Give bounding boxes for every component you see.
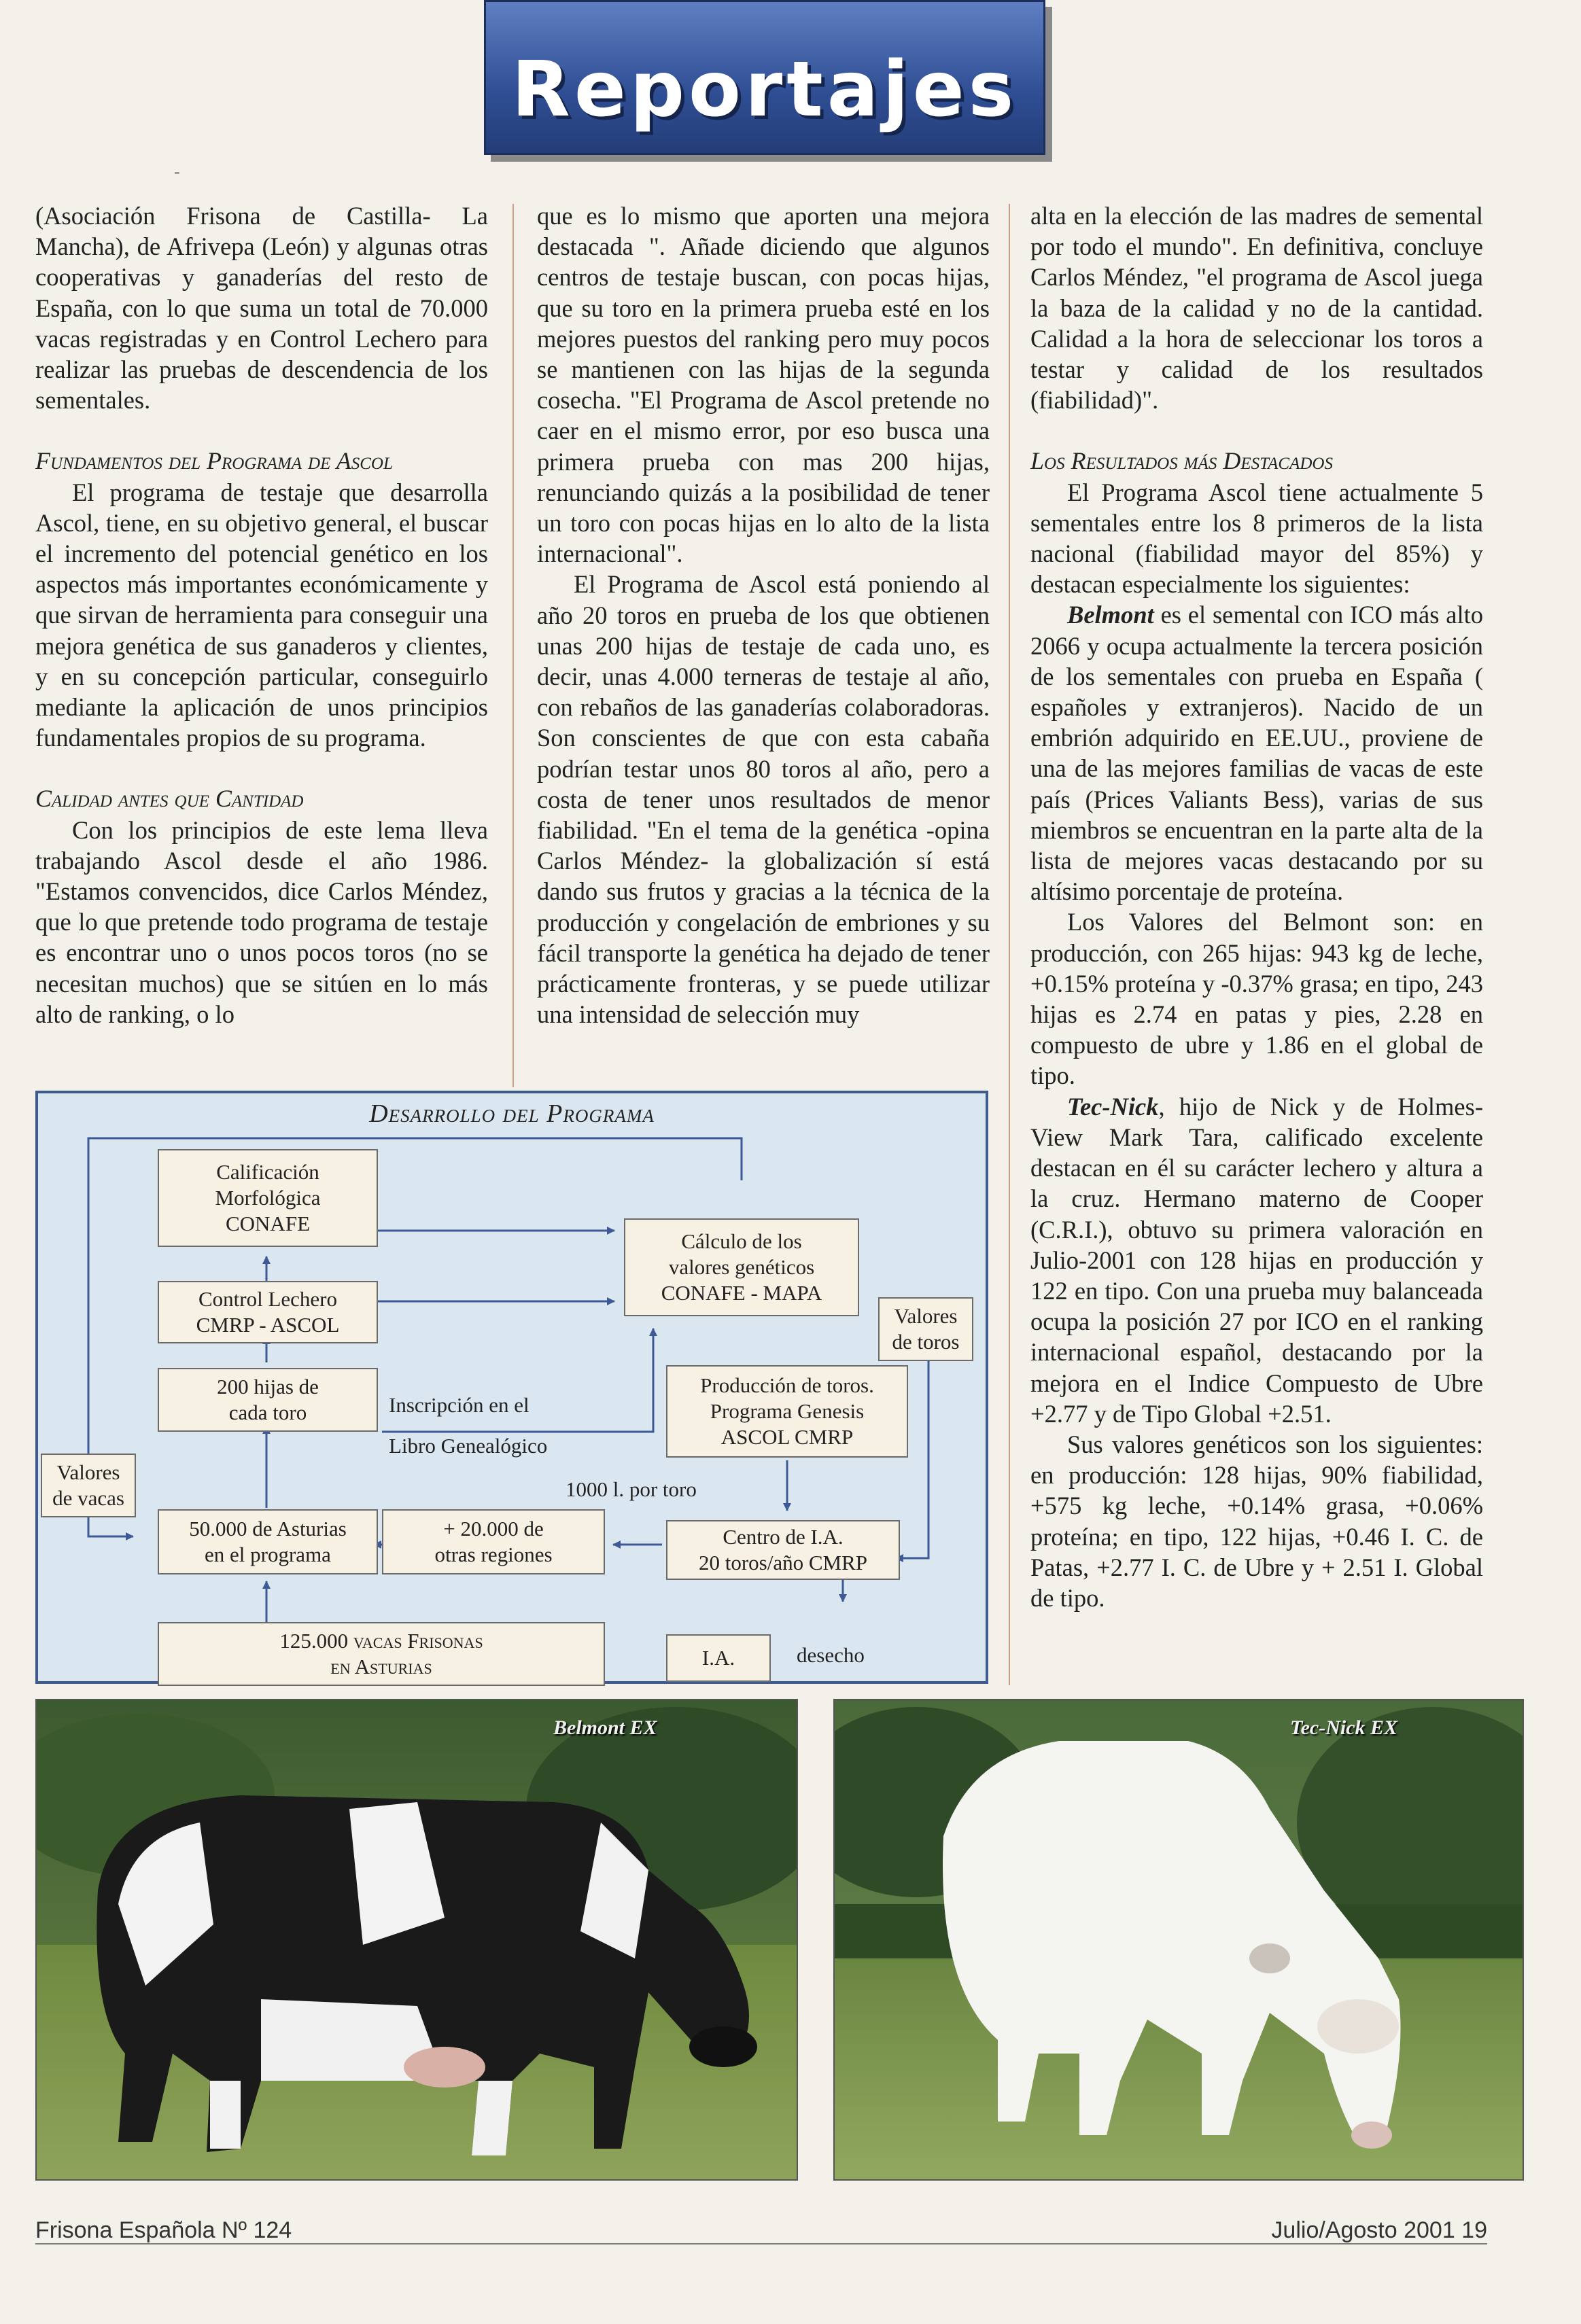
inscripcion-label: Inscripción en el [389, 1393, 529, 1417]
paragraph: El Programa de Ascol está poniendo al año 20 toros en prueba de los que obtienen unas 200 hijas de testaje de cada uno, es decir, unas 4.000 terneras de testaje al año, con rebaños de las ganaderías colaboradoras. Son conscientes de que con esta cabaña podrían testar unos 80 toros al año, pero a costa de tener unos resultados de menor fiabilidad. "En el tema de la genética -opina Carlos Méndez- la globalización sí está dando sus frutos y gracias a la técnica de la producción y congelación de embriones y su fácil transporte la genética ha dejado de tener prácticamente fronteras, y se puede utilizar una intensidad de selección muy [537, 570, 990, 1029]
paragraph: El Programa Ascol tiene actualmente 5 sementales entre los 8 primeros de la lista nacional (fiabilidad mayor del 85%) y destacan especialmente los siguientes: [1030, 478, 1483, 599]
valores-vacas-box [41, 1454, 136, 1517]
box-line: Cálculo de los [681, 1229, 802, 1253]
control-lechero-box [158, 1281, 378, 1343]
section-title: Reportajes [511, 46, 1018, 134]
column-rule [512, 204, 514, 1087]
paragraph [1030, 1091, 1483, 1429]
paragraph: que es lo mismo que aporten una mejora destacada ". Añade diciendo que algunos centros de testaje buscan, con pocas hijas, que su toro en la primera prueba esté en los mejores puestos del ranking pero muy pocos se mantienen con las hijas de la segunda cosecha. "El Programa de Ascol pretende no caer en el mismo error, por eso busca una primera prueba con mas 200 hijas, renunciando quizás a la posibilidad de tener un toro con pocas hijas en lo alto de la lista internacional". [537, 202, 990, 568]
photo-belmont [35, 1699, 798, 2181]
box-line: de toros [892, 1330, 960, 1354]
box-line: Calificación [216, 1160, 319, 1184]
box-line: CONAFE [225, 1212, 310, 1235]
vacas-asturias-box [158, 1622, 605, 1686]
program-diagram [35, 1091, 988, 1684]
bull-name-belmont: Belmont [1067, 601, 1154, 629]
box-line: cada toro [228, 1401, 307, 1424]
paragraph: (Asociación Frisona de Castilla- La Mancha), de Afrivepa (León) y algunas otras cooperativas y ganaderías del resto de España, con lo que suma un total de 70.000 vacas registradas y en Control Lechero para realizar las pruebas de descendencia de los sementales. [35, 202, 488, 415]
box-line: otras regiones [434, 1543, 553, 1566]
column-1 [35, 200, 488, 1029]
paragraph [1030, 599, 1483, 906]
box-line: Morfológica [215, 1186, 321, 1210]
box-line: Valores [894, 1304, 958, 1328]
box-line: I.A. [701, 1646, 735, 1670]
photo-tecnick [833, 1699, 1524, 2181]
subheading: Los Resultados más Destacados [1030, 447, 1333, 475]
cow-white-image [835, 1700, 1523, 2179]
paragraph: alta en la elección de las madres de semental por todo el mundo". En definitiva, concluye Carlos Méndez, "el programa de Ascol juega la baza de la calidad y no de la cantidad. Calidad a la hora de seleccionar los toros a testar y calidad de los resultados (fiabilidad)". [1030, 202, 1483, 415]
footer-date-page: Julio/Agosto 2001 19 [1271, 2217, 1487, 2243]
footer-rule [35, 2243, 1487, 2244]
photo-caption: Tec-Nick EX [1290, 1716, 1398, 1739]
column-3 [1030, 200, 1483, 1613]
box-line: 200 hijas de [217, 1375, 319, 1398]
paragraph: Sus valores genéticos son los siguientes: en producción: 128 hijas, 90% fiabilidad, +575 kg leche, +0.14% grasa, +0.06% proteína; en tipo, 122 hijas, +0.46 I. C. de Patas, +2.77 I. C. de Ubre y + 2.51 I. Global de tipo. [1030, 1430, 1483, 1612]
cow-black-white-image [37, 1700, 797, 2179]
box-line: de vacas [52, 1486, 124, 1510]
paragraph: Con los principios de este lema lleva trabajando Ascol desde el año 1986. "Estamos convencidos, dice Carlos Méndez, que lo que pretende todo programa de testaje es encontrar uno o unos pocos toros (no se necesitan muchos) que se sitúen en lo más alto de ranking, o lo [35, 815, 488, 1028]
box-line: + 20.000 de [443, 1517, 544, 1540]
box-line: 50.000 de Asturias [189, 1517, 347, 1540]
column-rule [1009, 204, 1010, 1685]
box-line: 125.000 vacas Frisonas [279, 1629, 483, 1653]
box-line: CMRP - ASCOL [196, 1313, 340, 1337]
box-line: Programa Genesis [710, 1399, 865, 1423]
calificacion-box [158, 1149, 378, 1247]
calculo-box [624, 1218, 859, 1316]
libro-label: Libro Genealógico [389, 1434, 548, 1458]
bull-name-tecnick: Tec-Nick [1067, 1092, 1159, 1121]
asturias-box [158, 1509, 378, 1574]
scan-mark: - [174, 162, 180, 181]
paragraph-text: es el semental con ICO más alto 2066 y ocupa actualmente la tercera posición de los sementales con prueba en España ( españoles y extranjeros). Nacido de un embrión adquirido en EE.UU., proviene de una de las mejores familias de vacas de este país (Prices Valiants Bess), varias de sus miembros se encuentran en la parte alta de la lista de mejores vacas destacando por su altísimo porcentaje de proteína. [1030, 601, 1483, 906]
subheading: Fundamentos del Programa de Ascol [35, 447, 393, 475]
litros-label: 1000 l. por toro [566, 1477, 697, 1501]
footer-publication: Frisona Española Nº 124 [35, 2217, 292, 2243]
box-line: 20 toros/año CMRP [698, 1551, 868, 1574]
box-line: en el programa [205, 1543, 331, 1566]
box-line: Valores [56, 1460, 120, 1484]
centro-ia-box [666, 1520, 900, 1580]
box-line: en Asturias [330, 1655, 432, 1678]
box-line: Producción de toros. [700, 1373, 874, 1397]
paragraph: El programa de testaje que desarrolla Ascol, tiene, en su objetivo general, el buscar el incremento del potencial genético en los aspectos más importantes económicamente y que sirvan de herramienta para conseguir una mejora genética de sus ganaderos y clientes, y en su concepción particular, conseguirlo mediante la aplicación de unos principios fundamentales propios de su programa. [35, 478, 488, 752]
section-banner [484, 0, 1045, 155]
box-line: valores genéticos [668, 1255, 815, 1279]
photo-caption: Belmont EX [553, 1716, 657, 1739]
column-2 [537, 200, 990, 1029]
diagram-title: Desarrollo del Programa [369, 1099, 655, 1128]
desecho-label: desecho [797, 1643, 865, 1667]
hijas-box [158, 1368, 378, 1432]
box-line: Centro de I.A. [723, 1525, 844, 1549]
ia-box [666, 1634, 771, 1682]
paragraph-text: , hijo de Nick y de Holmes-View Mark Tara, calificado excelente destacan en él su carácter lechero y altura a la cruz. Hermano materno de Cooper (C.R.I.), obtuvo su primera valoración en Julio-2001 con 128 hijas en producción y 122 en tipo. Con una prueba muy balanceada ocupa la posición 27 por ICO en el ranking internacional español, destacando por la mejora en el Indice Compuesto de Ubre +2.77 y de Tipo Global +2.51. [1030, 1092, 1483, 1428]
otras-regiones-box [382, 1509, 605, 1574]
produccion-toros-box [666, 1365, 908, 1458]
paragraph: Los Valores del Belmont son: en producción, con 265 hijas: 943 kg de leche, +0.15% proteína y -0.37% grasa; en tipo, 243 hijas es 2.74 en patas y pies, 2.28 en compuesto de ubre y 1.86 en el global de tipo. [1030, 908, 1483, 1090]
subheading: Calidad antes que Cantidad [35, 785, 304, 813]
valores-toros-box [878, 1297, 973, 1361]
box-line: CONAFE - MAPA [661, 1281, 822, 1305]
box-line: Control Lechero [198, 1287, 337, 1311]
box-line: ASCOL CMRP [720, 1425, 854, 1449]
